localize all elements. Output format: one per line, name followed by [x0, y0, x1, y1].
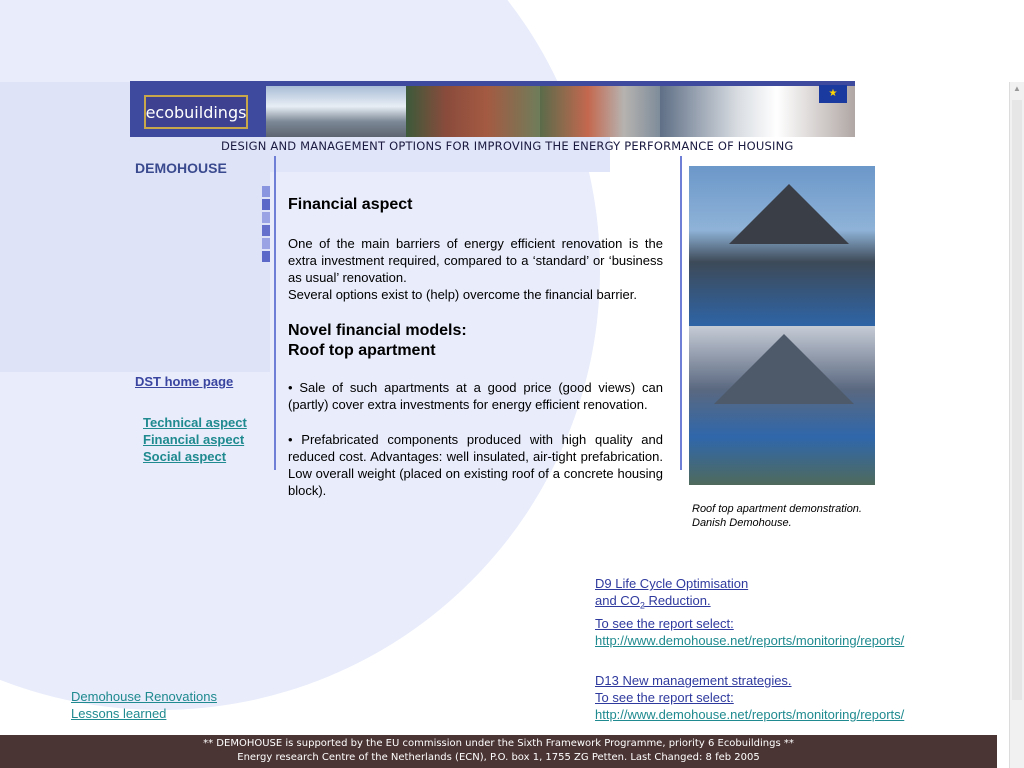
section-title: DEMOHOUSE: [135, 160, 227, 176]
demohouse-renovations-link[interactable]: Demohouse Renovations: [71, 689, 217, 704]
photo-caption: Roof top apartment demonstration. Danish Demohouse.: [692, 503, 862, 529]
bullet-sale: • Sale of such apartments at a good price (good views) can (partly) cover extra investments for energy efficient renovation.: [288, 380, 663, 412]
banner-photo-2: [406, 86, 540, 137]
rooftop-apartment-photo: [689, 166, 875, 485]
bullet-prefab: • Prefabricated components produced with high quality and reduced cost. Advantages: well insulated, air-tight prefabrication. Low overall weight (placed on existing roof of a concrete housing block).: [288, 432, 663, 498]
footer-line-1: ** DEMOHOUSE is supported by the EU commission under the Sixth Framework Programme, priority 6 Ecobuildings **: [203, 738, 794, 749]
report-d9-select-link[interactable]: To see the report select:: [595, 615, 734, 631]
vertical-scrollbar[interactable]: [1009, 82, 1024, 768]
subtitle-rooftop: Roof top apartment: [288, 342, 436, 359]
bottom-links: [71, 688, 217, 722]
tab-marker: [262, 199, 270, 210]
report-d13-title-link[interactable]: D13 New management strategies.: [595, 673, 792, 688]
banner-photo-3: [540, 86, 660, 137]
paragraph-options: Several options exist to (help) overcome the financial barrier.: [288, 287, 638, 302]
aspect-links: [143, 414, 247, 465]
report-d13-select-link[interactable]: To see the report select:: [595, 690, 734, 705]
section-tab-markers: [262, 186, 270, 264]
report-d9-url-link[interactable]: http://www.demohouse.net/reports/monitoring/reports/: [595, 632, 905, 648]
header-tagline: DESIGN AND MANAGEMENT OPTIONS FOR IMPROVING THE ENERGY PERFORMANCE OF HOUSING: [221, 139, 794, 153]
social-aspect-link[interactable]: Social aspect: [143, 449, 227, 464]
tab-marker: [262, 212, 270, 223]
main-content: [288, 196, 663, 499]
paragraph-barriers: One of the main barriers of energy efficient renovation is the extra investment required, compared to a ‘standard’ or ‘business as usual’ renovation.: [288, 236, 663, 285]
financial-aspect-link[interactable]: Financial aspect: [143, 432, 245, 447]
tab-marker: [262, 251, 270, 262]
technical-aspect-link[interactable]: Technical aspect: [143, 415, 247, 430]
banner-photo-1: [266, 86, 406, 137]
report-d9: [595, 575, 904, 649]
eu-flag-icon: ★: [819, 85, 847, 103]
report-d9-title-link-2[interactable]: and $CO_2$ Reduction.: [595, 593, 711, 611]
report-d13: [595, 672, 904, 723]
footer-line-2: Energy research Centre of the Netherlands (ECN), P.O. box 1, 1755 ZG Petten. Last Changed: 8 feb 2005: [237, 752, 760, 763]
left-divider: [274, 156, 276, 470]
dst-home-link[interactable]: DST home page: [135, 374, 234, 389]
tab-marker: [262, 238, 270, 249]
tab-marker: [262, 186, 270, 197]
lessons-learned-link[interactable]: Lessons learned: [71, 706, 167, 721]
report-d9-title-link[interactable]: D9 Life Cycle Optimisation: [595, 576, 749, 591]
tab-marker: [262, 225, 270, 236]
report-d13-url-link[interactable]: http://www.demohouse.net/reports/monitoring/reports/: [595, 707, 905, 722]
ecobuildings-logo[interactable]: ecobuildings: [144, 95, 248, 129]
footer: [0, 735, 997, 768]
scroll-up-arrow-icon[interactable]: ▲: [1013, 84, 1021, 93]
scroll-thumb[interactable]: [1012, 100, 1022, 700]
header-banner: [130, 81, 855, 137]
right-divider: [680, 156, 682, 470]
subtitle-models: Novel financial models:: [288, 322, 467, 339]
page-title: Financial aspect: [288, 196, 413, 213]
